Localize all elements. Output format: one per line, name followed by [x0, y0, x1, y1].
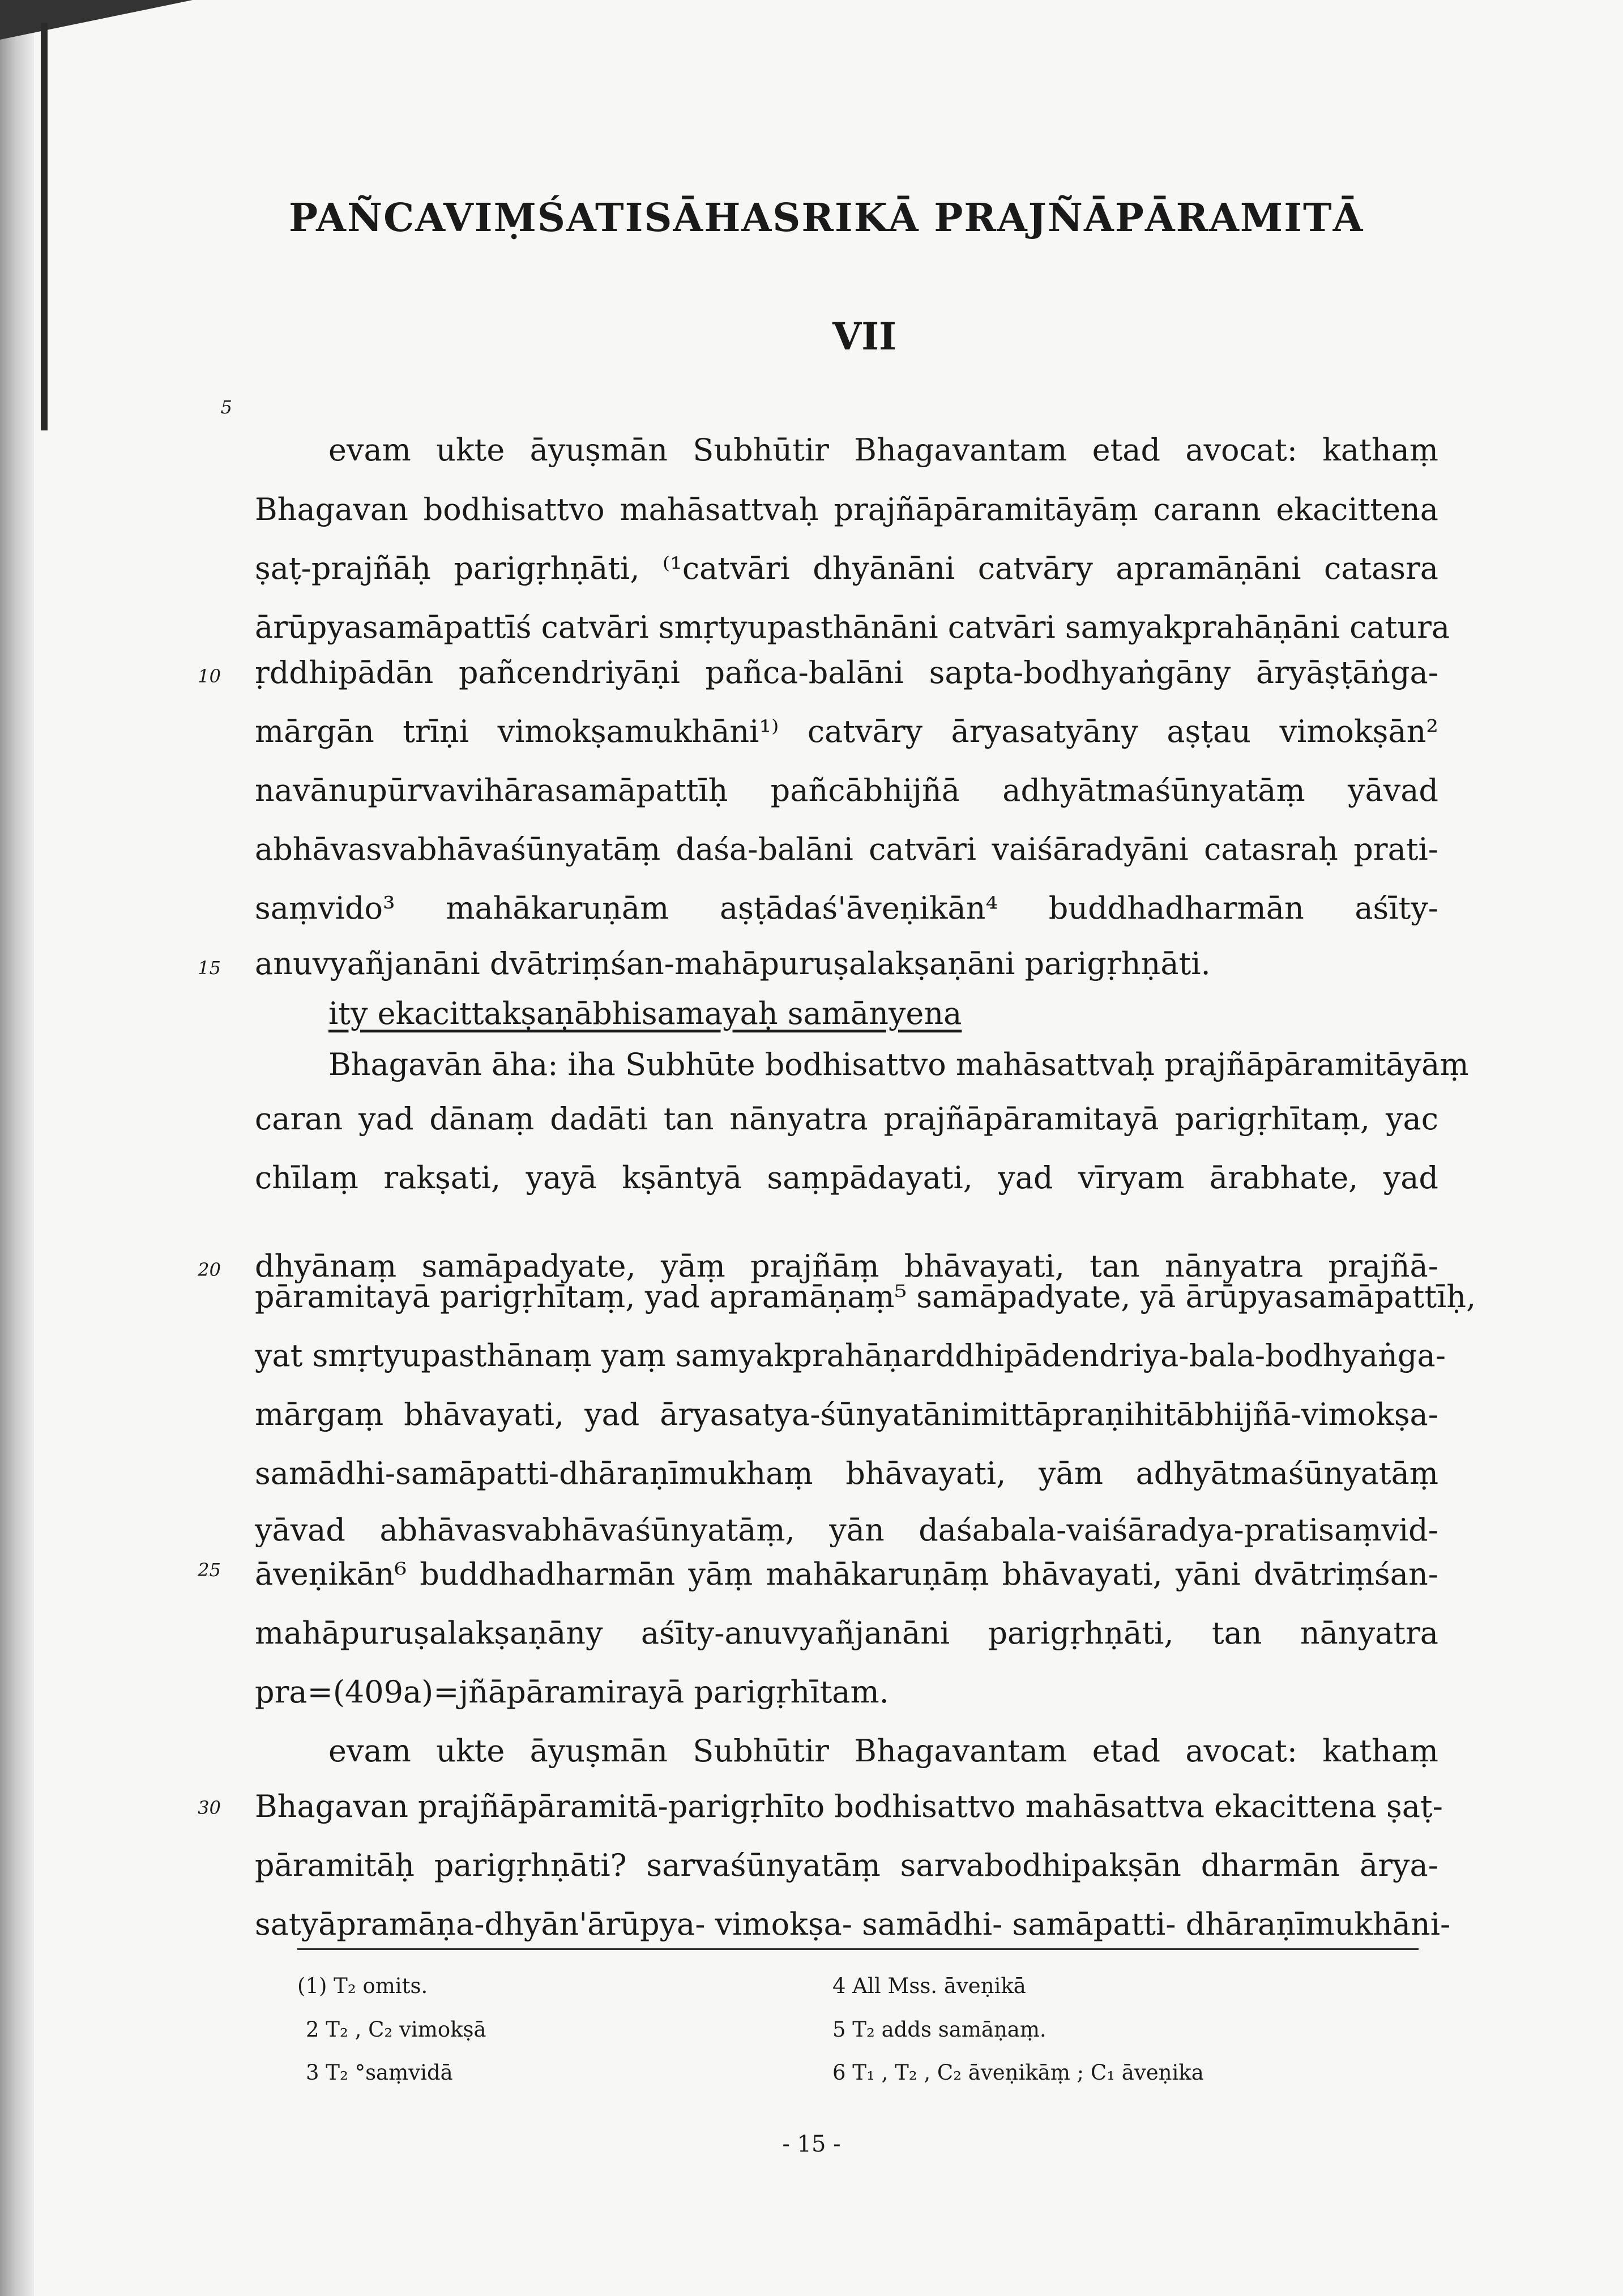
body-line: pāramitāḥ parigṛhṇāti? sarvaśūnyatāṃ sarvabodhipakṣān dharmān ārya-: [255, 1847, 1438, 1883]
footnote-rule: [297, 1948, 1419, 1950]
line-number: 25: [198, 1559, 221, 1581]
body-line: dhyānaṃ samāpadyate, yāṃ prajñāṃ bhāvayati, tan nānyatra prajñā-: [255, 1248, 1438, 1284]
chapter-heading: VII: [832, 314, 896, 359]
body-line: Bhagavan bodhisattvo mahāsattvaḥ prajñāpāramitāyāṃ carann ekacittena: [255, 492, 1438, 527]
section-heading: ity ekacittakṣaṇābhisamayaḥ samānyena: [328, 996, 962, 1031]
body-line: evam ukte āyuṣmān Subhūtir Bhagavantam etad avocat: kathaṃ: [328, 1733, 1438, 1769]
footnote: 3 T₂ °saṃvidā: [306, 2060, 453, 2085]
body-line: satyāpramāṇa-dhyān'ārūpya- vimokṣa- samādhi- samāpatti- dhāraṇīmukhāni-: [255, 1906, 1451, 1942]
footnote: (1) T₂ omits.: [297, 1974, 428, 1998]
body-line: yāvad abhāvasvabhāvaśūnyatāṃ, yān daśabala-vaiśāradya-pratisaṃvid-: [255, 1512, 1438, 1548]
scan-binding-edge: [41, 23, 48, 430]
body-line: navānupūrvavihārasamāpattīḥ pañcābhijñā adhyātmaśūnyatāṃ yāvad: [255, 773, 1438, 808]
body-line: anuvyañjanāni dvātriṃśan-mahāpuruṣalakṣaṇāni parigṛhṇāti.: [255, 946, 1211, 981]
body-line: pāramitayā parigṛhītaṃ, yad apramāṇaṃ⁵ samāpadyate, yā ārūpyasamāpattīḥ,: [255, 1279, 1476, 1315]
body-line: samādhi-samāpatti-dhāraṇīmukhaṃ bhāvayati, yām adhyātmaśūnyatāṃ: [255, 1456, 1438, 1491]
scan-corner: [0, 0, 193, 40]
body-line: mahāpuruṣalakṣaṇāny aśīty-anuvyañjanāni parigṛhṇāti, tan nānyatra: [255, 1615, 1438, 1651]
body-line: āveṇikān⁶ buddhadharmān yāṃ mahākaruṇāṃ bhāvayati, yāni dvātriṃśan-: [255, 1556, 1438, 1592]
body-line: abhāvasvabhāvaśūnyatāṃ daśa-balāni catvāri vaiśāradyāni catasraḥ prati-: [255, 831, 1438, 867]
footnote: 2 T₂ , C₂ vimokṣā: [306, 2017, 486, 2042]
body-line: ṣaṭ-prajñāḥ parigṛhṇāti, ⁽¹catvāri dhyānāni catvāry apramāṇāni catasra: [255, 550, 1438, 586]
body-line: ṛddhipādān pañcendriyāṇi pañca-balāni sapta-bodhyaṅgāny āryāṣṭāṅga-: [255, 655, 1438, 690]
scan-shadow: [0, 0, 34, 2296]
body-line: ārūpyasamāpattīś catvāri smṛtyupasthānāni catvāri samyakprahāṇāni catura: [255, 609, 1450, 645]
body-line: chīlaṃ rakṣati, yayā kṣāntyā saṃpādayati, yad vīryam ārabhate, yad: [255, 1160, 1438, 1196]
body-line: caran yad dānaṃ dadāti tan nānyatra prajñāpāramitayā parigṛhītaṃ, yac: [255, 1101, 1438, 1137]
body-line: mārgaṃ bhāvayati, yad āryasatya-śūnyatānimittāpraṇihitābhijñā-vimokṣa-: [255, 1397, 1438, 1432]
body-line: Bhagavan prajñāpāramitā-parigṛhīto bodhisattvo mahāsattva ekacittena ṣaṭ-: [255, 1789, 1443, 1824]
line-number: 20: [198, 1259, 221, 1281]
line-number: 15: [198, 957, 221, 979]
line-number: 10: [198, 665, 221, 687]
footnote: 4 All Mss. āveṇikā: [832, 1974, 1026, 1998]
footnote: 6 T₁ , T₂ , C₂ āveṇikāṃ ; C₁ āveṇika: [832, 2060, 1204, 2085]
body-line: evam ukte āyuṣmān Subhūtir Bhagavantam etad avocat: kathaṃ: [328, 432, 1438, 468]
page-number: - 15 -: [782, 2131, 841, 2157]
body-line: mārgān trīṇi vimokṣamukhāni¹⁾ catvāry āryasatyāny aṣṭau vimokṣān²: [255, 714, 1438, 749]
body-line: yat smṛtyupasthānaṃ yaṃ samyakprahāṇarddhipādendriya-bala-bodhyaṅga-: [255, 1338, 1446, 1373]
body-line: pra=(409a)=jñāpāramirayā parigṛhītam.: [255, 1674, 889, 1710]
body-line: saṃvido³ mahākaruṇām aṣṭādaś'āveṇikān⁴ buddhadharmān aśīty-: [255, 890, 1438, 926]
body-line: Bhagavān āha: iha Subhūte bodhisattvo mahāsattvaḥ prajñāpāramitāyāṃ: [328, 1047, 1469, 1082]
footnote: 5 T₂ adds samāṇaṃ.: [832, 2017, 1047, 2042]
line-number: 30: [198, 1797, 221, 1819]
line-number: 5: [220, 396, 232, 418]
page-title: PAÑCAVIṂŚATISĀHASRIKĀ PRAJÑĀPĀRAMITĀ: [289, 195, 1364, 241]
